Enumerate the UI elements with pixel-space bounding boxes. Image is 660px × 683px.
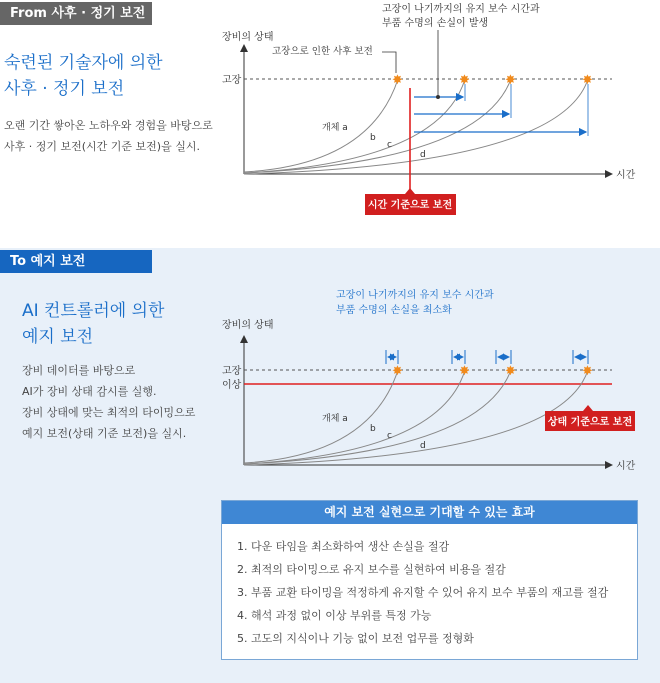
bottom-annotation-line1: 고장이 나기까지의 유지 보수 시간과	[336, 290, 494, 301]
top-curve-label-d: d	[420, 150, 426, 160]
top-curve-label-b: b	[370, 133, 376, 143]
top-y-axis-label: 장비의 상태	[222, 32, 274, 43]
top-breakdown-annotation: 고장으로 인한 사후 보전	[272, 46, 373, 57]
time-based-maintenance-diagram	[220, 0, 660, 225]
from-desc-line2: 사후 · 정기 보전(시간 기준 보전)을 실시.	[4, 140, 200, 153]
time-based-badge-label: 시간 기준으로 보전	[367, 200, 453, 211]
to-desc-line2: AI가 장비 상태 감시를 실행.	[22, 385, 157, 398]
top-breakdown-leader	[382, 52, 396, 73]
from-section-tag: From 사후 · 정기 보전	[0, 2, 152, 25]
top-failure-star-b: ✸	[459, 73, 470, 88]
from-desc-line1: 오랜 기간 쌓아온 노하우와 경험을 바탕으로	[4, 119, 213, 132]
top-annotation-line2: 부품 수명의 손실이 발생	[382, 18, 489, 29]
top-curve-b	[244, 79, 465, 173]
bottom-curve-label-c: c	[387, 431, 392, 441]
from-heading-line2: 사후 · 정기 보전	[4, 79, 125, 99]
top-curve-label-a: 개체 a	[322, 123, 348, 133]
predictive-maintenance-diagram	[220, 280, 660, 480]
bottom-y-axis-label: 장비의 상태	[222, 320, 274, 331]
bottom-annotation-line2: 부품 수명의 손실을 최소화	[336, 305, 452, 316]
to-heading-line2: 예지 보전	[22, 327, 94, 347]
top-curve-label-c: c	[387, 140, 392, 150]
bottom-x-axis-label: 시간	[616, 461, 636, 472]
from-heading-line1: 숙련된 기술자에 의한	[4, 53, 163, 73]
effect-item-4: 4. 해석 과정 없이 이상 부위를 특정 가능	[237, 609, 432, 622]
to-desc-line3: 장비 상태에 맞는 최적의 타이밍으로	[22, 406, 196, 419]
expected-effects-title: 예지 보전 실현으로 기대할 수 있는 효과	[222, 501, 637, 524]
top-fault-label: 고장	[222, 75, 242, 86]
to-desc-line1: 장비 데이터를 바탕으로	[22, 364, 136, 377]
top-failure-star-a: ✸	[392, 73, 403, 88]
bottom-curve-label-b: b	[370, 424, 376, 434]
effect-item-3: 3. 부품 교환 타이밍을 적정하게 유지할 수 있어 유지 보수 부품의 재고를 절감	[237, 586, 609, 599]
effect-item-2: 2. 최적의 타이밍으로 유지 보수를 실현하여 비용을 절감	[237, 563, 506, 576]
top-x-axis-label: 시간	[616, 170, 636, 181]
effect-item-1: 1. 다운 타임을 최소화하여 생산 손실을 절감	[237, 540, 450, 553]
top-failure-star-d: ✸	[582, 73, 593, 88]
bottom-anomaly-label: 이상	[222, 380, 242, 391]
condition-based-badge-label: 상태 기준으로 보전	[547, 417, 633, 428]
to-desc-line4: 예지 보전(상태 기준 보전)을 실시.	[22, 427, 187, 440]
to-heading	[22, 298, 222, 350]
bottom-maintenance-star-a: ✸	[392, 364, 403, 379]
from-description	[4, 115, 229, 157]
bottom-curve-label-d: d	[420, 441, 426, 451]
bottom-maintenance-star-d: ✸	[582, 364, 593, 379]
bottom-minimal-gap-arrows	[386, 350, 588, 364]
top-annotation-line1: 고장이 나기까지의 유지 보수 시간과	[382, 4, 540, 15]
top-curve-d	[244, 79, 588, 174]
effect-item-5: 5. 고도의 지식이나 기능 없이 보전 업무를 정형화	[237, 632, 474, 645]
to-section-tag: To 예지 보전	[0, 250, 152, 273]
to-heading-line1: AI 컨트롤러에 의한	[22, 301, 165, 321]
bottom-maintenance-star-b: ✸	[459, 364, 470, 379]
to-description	[22, 360, 227, 444]
bottom-curve-label-a: 개체 a	[322, 414, 348, 424]
top-failure-star-c: ✸	[505, 73, 516, 88]
expected-effects-box	[221, 500, 638, 660]
bottom-maintenance-star-c: ✸	[505, 364, 516, 379]
from-heading	[4, 50, 204, 102]
bottom-fault-label: 고장	[222, 366, 242, 377]
top-curve-c	[244, 79, 511, 173]
